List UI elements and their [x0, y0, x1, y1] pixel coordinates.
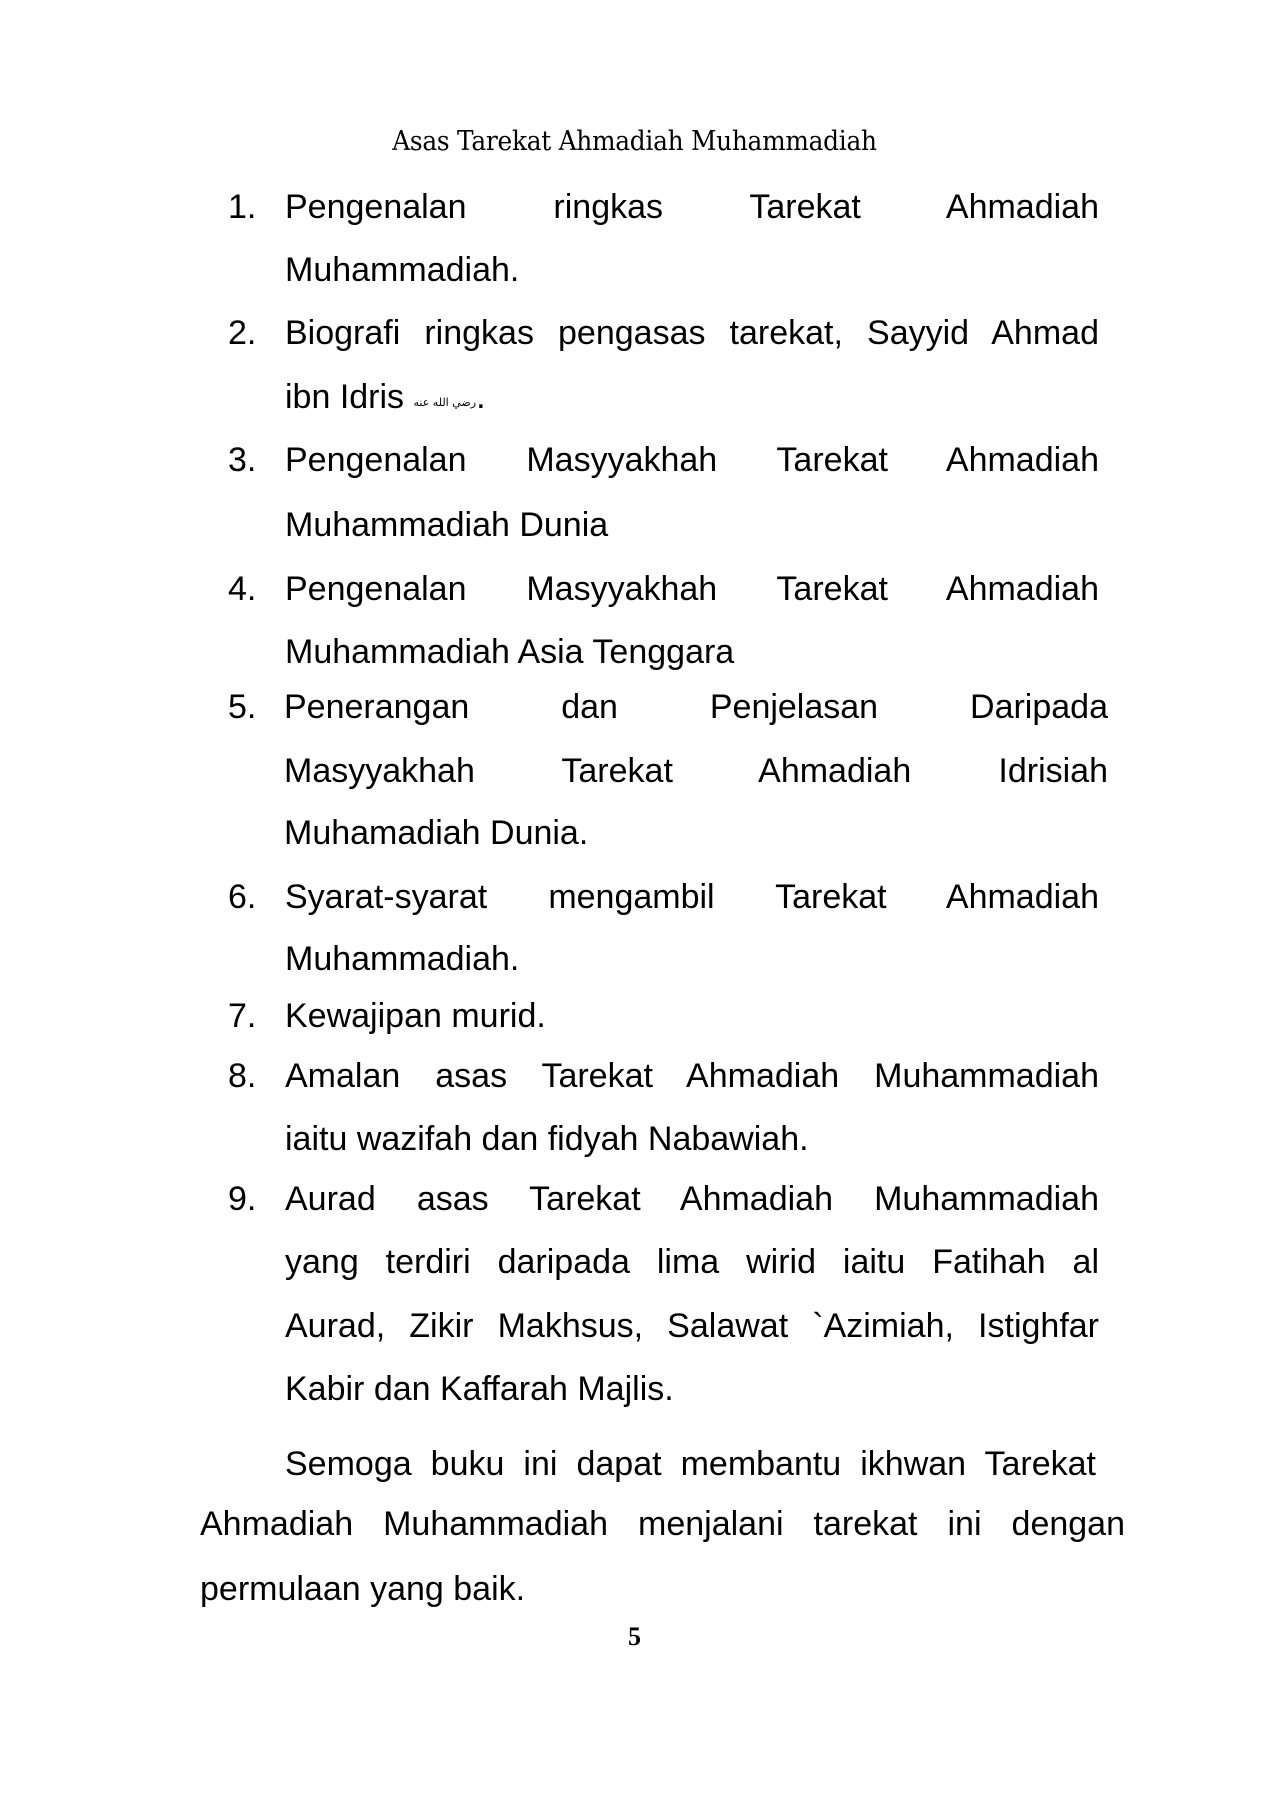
- item-line: Muhammadiah Asia Tenggara: [285, 633, 735, 671]
- item-line: yang terdiri daripada lima wirid iaitu Fatihah al: [285, 1243, 1099, 1281]
- item-line: Penerangan dan Penjelasan Daripada: [284, 688, 1108, 726]
- item-line-tail: .: [476, 378, 486, 416]
- item-number: 1.: [228, 188, 257, 226]
- item-number: 2.: [228, 314, 257, 352]
- item-line: Aurad, Zikir Makhsus, Salawat `Azimiah, Istighfar: [285, 1307, 1099, 1345]
- paragraph-line: Ahmadiah Muhammadiah menjalani tarekat ini dengan: [200, 1505, 1125, 1543]
- item-line: Muhammadiah Dunia: [285, 506, 609, 544]
- item-line: Pengenalan Masyyakhah Tarekat Ahmadiah: [285, 441, 1099, 479]
- item-line: Muhammadiah.: [285, 251, 520, 289]
- item-number: 3.: [228, 441, 257, 479]
- item-line: Kabir dan Kaffarah Majlis.: [285, 1370, 674, 1408]
- item-line: Muhamadiah Dunia.: [284, 814, 589, 852]
- item-line: Amalan asas Tarekat Ahmadiah Muhammadiah: [285, 1057, 1099, 1095]
- item-line-text: ibn Idris: [285, 378, 405, 416]
- item-line: Muhammadiah.: [285, 940, 520, 978]
- item-line: iaitu wazifah dan fidyah Nabawiah.: [285, 1120, 809, 1158]
- item-number: 7.: [228, 997, 257, 1035]
- item-line: Pengenalan Masyyakhah Tarekat Ahmadiah: [285, 570, 1099, 608]
- item-number: 6.: [228, 878, 257, 916]
- paragraph-line: Semoga buku ini dapat membantu ikhwan Tarekat: [285, 1445, 1096, 1483]
- item-number: 5.: [228, 688, 257, 726]
- item-line: Biografi ringkas pengasas tarekat, Sayyid Ahmad: [285, 314, 1099, 352]
- item-line: [285, 377, 1099, 423]
- honorific-glyph: رضي الله عنه: [413, 396, 477, 409]
- item-number: 9.: [228, 1180, 257, 1218]
- item-number: 8.: [228, 1057, 257, 1095]
- item-line: Kewajipan murid.: [285, 997, 546, 1035]
- item-line: Pengenalan ringkas Tarekat Ahmadiah: [285, 188, 1099, 226]
- item-line: Syarat-syarat mengambil Tarekat Ahmadiah: [285, 878, 1099, 916]
- item-line: Masyyakhah Tarekat Ahmadiah Idrisiah: [284, 752, 1108, 790]
- page-number: 5: [628, 1622, 641, 1651]
- item-number: 4.: [228, 570, 257, 608]
- item-line: Aurad asas Tarekat Ahmadiah Muhammadiah: [285, 1180, 1099, 1218]
- running-header: Asas Tarekat Ahmadiah Muhammadiah: [392, 126, 877, 157]
- paragraph-line: permulaan yang baik.: [200, 1570, 526, 1608]
